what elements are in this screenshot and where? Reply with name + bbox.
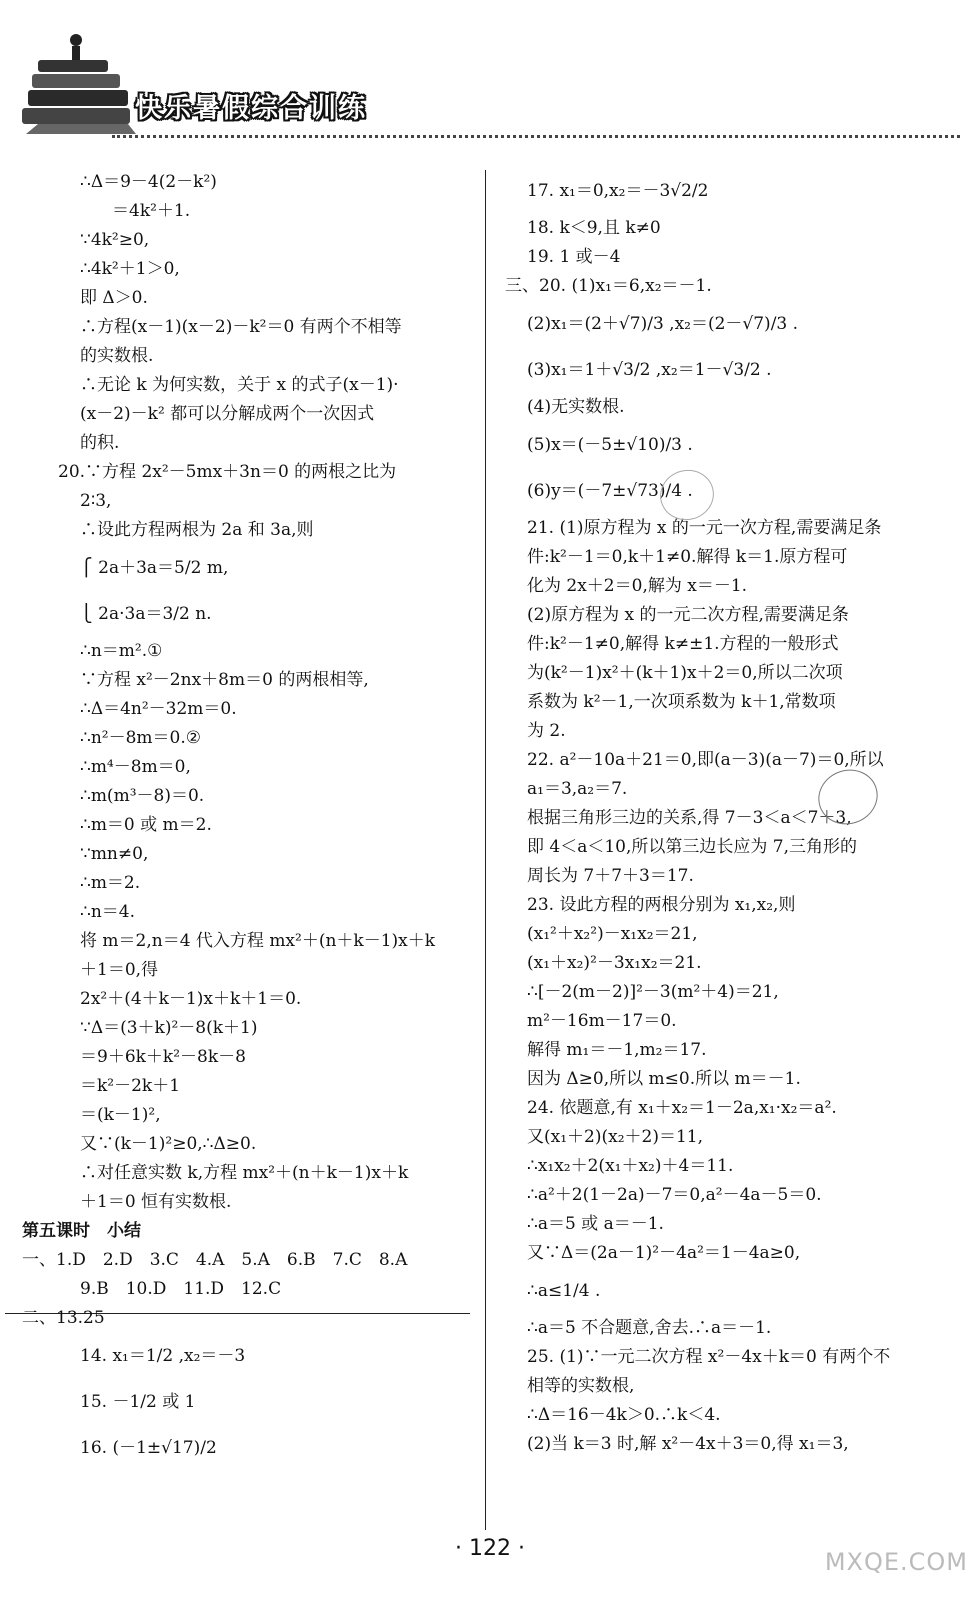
text-line: 周长为 7＋7＋3＝17. — [527, 866, 694, 886]
text-line: 第五课时 小结 — [22, 1221, 141, 1241]
text-line: 又∵(k－1)²≥0,∴Δ≥0. — [80, 1134, 257, 1154]
text-line: 2∶3, — [80, 491, 112, 511]
text-line: 的实数根. — [80, 346, 154, 366]
text-line: (6)y＝(－7±√73)/4 . — [527, 481, 693, 501]
text-line: 25. (1)∵一元二次方程 x²－4x＋k＝0 有两个不 — [527, 1347, 891, 1367]
right-column — [505, 168, 965, 1459]
text-line: ∴n＝m².① — [80, 641, 163, 661]
text-line: 21. (1)原方程为 x 的一元一次方程,需要满足条 — [527, 518, 882, 538]
text-line: ∴设此方程两根为 2a 和 3a,则 — [80, 520, 314, 540]
text-line: (2)当 k＝3 时,解 x²－4x＋3＝0,得 x₁＝3, — [527, 1434, 849, 1454]
text-line: ∴[－2(m－2)]²－3(m²＋4)＝21, — [527, 982, 779, 1002]
text-line: 15. －1/2 或 1 — [80, 1392, 196, 1412]
text-line: 根据三角形三边的关系,得 7－3＜a＜7＋3, — [527, 808, 852, 828]
text-line: 又∵Δ＝(2a－1)²－4a²＝1－4a≥0, — [527, 1243, 801, 1263]
text-line: ∴x₁x₂＋2(x₁＋x₂)＋4＝11. — [527, 1156, 734, 1176]
text-line: 一、1.D 2.D 3.C 4.A 5.A 6.B 7.C 8.A — [22, 1250, 408, 1270]
text-line: ∴方程(x－1)(x－2)－k²＝0 有两个不相等 — [80, 317, 402, 337]
text-line: (x₁＋x₂)²－3x₁x₂＝21. — [527, 953, 702, 973]
text-line: ＋1＝0,得 — [80, 960, 159, 980]
text-line: m²－16m－17＝0. — [527, 1011, 677, 1031]
text-line: 24. 依题意,有 x₁＋x₂＝1－2a,x₁·x₂＝a². — [527, 1098, 837, 1118]
text-line: 2x²＋(4＋k－1)x＋k＋1＝0. — [80, 989, 302, 1009]
left-column — [22, 168, 472, 1471]
text-line: ∴a＝5 或 a＝－1. — [527, 1214, 664, 1234]
text-line: 为(k²－1)x²＋(k＋1)x＋2＝0,所以二次项 — [527, 663, 843, 683]
watermark-text: MXQE.COM — [824, 1548, 968, 1576]
text-line: 为 2. — [527, 721, 566, 741]
banner-title: 快乐暑假综合训练 — [135, 93, 367, 124]
text-line: ∴n²－8m＝0.② — [80, 728, 201, 748]
text-line: 系数为 k²－1,一次项系数为 k＋1,常数项 — [527, 692, 836, 712]
text-line: ∴m＝0 或 m＝2. — [80, 815, 212, 835]
text-line: 又(x₁＋2)(x₂＋2)＝11, — [527, 1127, 704, 1147]
text-line: 即 4＜a＜10,所以第三边长应为 7,三角形的 — [527, 837, 858, 857]
text-line: ∵mn≠0, — [80, 844, 149, 864]
text-line: ∴Δ＝4n²－32m＝0. — [80, 699, 237, 719]
text-line: (5)x＝(－5±√10)/3 . — [527, 435, 693, 455]
text-line: 19. 1 或－4 — [527, 247, 621, 267]
text-line: 22. a²－10a＋21＝0,即(a－3)(a－7)＝0,所以 — [527, 750, 884, 770]
text-line: (3)x₁＝1＋√3/2 ,x₂＝1－√3/2 . — [527, 360, 772, 380]
text-line: ∴m⁴－8m＝0, — [80, 757, 191, 777]
text-line: ∵Δ＝(3＋k)²－8(k＋1) — [80, 1018, 258, 1038]
text-line: ∵4k²≥0, — [80, 230, 150, 250]
text-line: ∴m＝2. — [80, 873, 141, 893]
text-line: 16. (－1±√17)/2 — [80, 1438, 217, 1458]
text-line: ＝(k－1)², — [80, 1105, 161, 1125]
text-line: 18. k＜9,且 k≠0 — [527, 218, 661, 238]
text-line: ⎩ 2a·3a＝3/2 n. — [80, 604, 212, 624]
text-line: 因为 Δ≥0,所以 m≤0.所以 m＝－1. — [527, 1069, 801, 1089]
text-line: ＝k²－2k＋1 — [80, 1076, 181, 1096]
text-line: ⎧ 2a＋3a＝5/2 m, — [80, 558, 229, 578]
text-line: ∴m(m³－8)＝0. — [80, 786, 205, 806]
text-line: 件:k²－1≠0,解得 k≠±1.方程的一般形式 — [527, 634, 839, 654]
text-line: 件:k²－1＝0,k＋1≠0.解得 k＝1.原方程可 — [527, 547, 848, 567]
text-line: ∴4k²＋1＞0, — [80, 259, 180, 279]
books-logo-icon — [18, 30, 138, 140]
text-line: (2)x₁＝(2＋√7)/3 ,x₂＝(2－√7)/3 . — [527, 314, 799, 334]
text-line: 相等的实数根, — [527, 1376, 635, 1396]
text-line: ∴a²＋2(1－2a)－7＝0,a²－4a－5＝0. — [527, 1185, 822, 1205]
text-line: (4)无实数根. — [527, 397, 625, 417]
text-line: 14. x₁＝1/2 ,x₂＝－3 — [80, 1346, 246, 1366]
text-line: 解得 m₁＝－1,m₂＝17. — [527, 1040, 707, 1060]
text-line: ∴Δ＝16－4k＞0.∴k＜4. — [527, 1405, 721, 1425]
text-line: 将 m＝2,n＝4 代入方程 mx²＋(n＋k－1)x＋k — [80, 931, 436, 951]
text-line: 即 Δ＞0. — [80, 288, 148, 308]
page-number: · 122 · — [455, 1536, 525, 1561]
text-line: ∴a≤1/4 . — [527, 1281, 601, 1301]
text-line: ＋1＝0 恒有实数根. — [80, 1192, 232, 1212]
column-divider — [485, 170, 486, 1530]
text-line: (x－2)－k² 都可以分解成两个一次因式 — [80, 404, 375, 424]
text-line: ∴Δ＝9－4(2－k²) — [80, 172, 217, 192]
text-line: 三、20. (1)x₁＝6,x₂＝－1. — [505, 276, 712, 296]
text-line: (2)原方程为 x 的一元二次方程,需要满足条 — [527, 605, 849, 625]
text-line: ∴a＝5 不合题意,舍去.∴a＝－1. — [527, 1318, 772, 1338]
text-line: 9.B 10.D 11.D 12.C — [80, 1279, 282, 1299]
text-line: 的积. — [80, 433, 120, 453]
header-dotted-rule — [112, 135, 960, 138]
text-line: ∵方程 x²－2nx＋8m＝0 的两根相等, — [80, 670, 369, 690]
text-line: ∴n＝4. — [80, 902, 135, 922]
text-line: ∴对任意实数 k,方程 mx²＋(n＋k－1)x＋k — [80, 1163, 409, 1183]
text-line: 23. 设此方程的两根分别为 x₁,x₂,则 — [527, 895, 796, 915]
text-line: ＝4k²＋1. — [112, 201, 191, 221]
text-line: ∴无论 k 为何实数，关于 x 的式子(x－1)· — [80, 375, 399, 395]
text-line: a₁＝3,a₂＝7. — [527, 779, 628, 799]
text-line: 二、13.25 — [22, 1308, 105, 1328]
text-line: (x₁²＋x₂²)－x₁x₂＝21, — [527, 924, 698, 944]
text-line: ＝9＋6k＋k²－8k－8 — [80, 1047, 246, 1067]
text-line: 20.∵方程 2x²－5mx＋3n＝0 的两根之比为 — [58, 462, 397, 482]
text-line: 化为 2x＋2＝0,解为 x＝－1. — [527, 576, 748, 596]
page-header — [0, 0, 980, 160]
text-line: 17. x₁＝0,x₂＝－3√2/2 — [527, 181, 709, 201]
